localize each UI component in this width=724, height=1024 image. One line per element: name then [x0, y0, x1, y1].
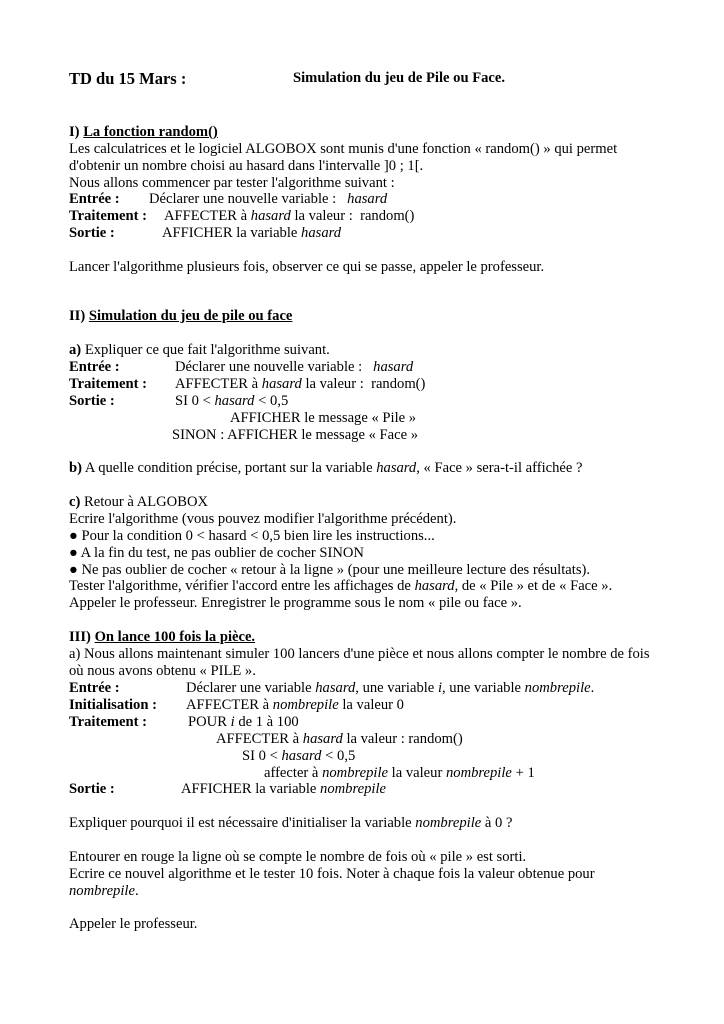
algo-label-sortie: Sortie : — [69, 393, 115, 409]
paragraph: Lancer l'algorithme plusieurs fois, observer ce qui se passe, appeler le professeur. — [69, 259, 545, 275]
question-text: Retour à ALGOBOX — [84, 494, 209, 510]
algo-text: SI 0 < — [175, 393, 211, 409]
question-label: b) — [69, 460, 82, 476]
variable-name: hasard — [214, 393, 255, 409]
variable-name: nombrepile — [415, 815, 482, 831]
algo-text: la valeur : — [305, 376, 364, 392]
algo-label-entree: Entrée : — [69, 191, 120, 207]
algo-line — [186, 697, 404, 714]
variable-name: nombrepile — [445, 765, 512, 781]
algo-label-initialisation: Initialisation : — [69, 697, 157, 713]
algo-text: affecter à — [264, 765, 319, 781]
algo-text: SI 0 < — [242, 748, 278, 764]
variable-name: i — [437, 680, 442, 696]
algo-line — [162, 225, 341, 242]
variable-name: nombrepile — [69, 883, 135, 899]
paragraph: Ecrire ce nouvel algorithme et le tester 10 fois. Noter à chaque fois la valeur obtenue pour — [69, 866, 595, 882]
algo-line — [164, 208, 414, 225]
algo-text: AFFECTER à — [164, 208, 248, 224]
section-title: La fonction random() — [83, 124, 218, 140]
algo-text: random() — [360, 208, 415, 224]
question-text: , « Face » sera-t-il affichée ? — [416, 460, 583, 476]
algo-line — [264, 765, 535, 782]
paragraph: Les calculatrices et le logiciel ALGOBOX sont munis d'une fonction « random() » qui permet — [69, 141, 618, 157]
paragraph-text: Expliquer pourquoi il est nécessaire d'initialiser la variable — [69, 815, 412, 831]
algo-text: + 1 — [515, 765, 535, 781]
algo-line — [181, 781, 386, 798]
algo-text: la valeur : random() — [346, 731, 463, 747]
question-b — [69, 460, 583, 477]
variable-name: hasard — [301, 225, 342, 241]
algo-line: AFFICHER le message « Pile » — [230, 410, 417, 426]
algo-line — [175, 359, 413, 376]
algo-label-sortie: Sortie : — [69, 781, 115, 797]
algo-text: AFFECTER à — [186, 697, 270, 713]
bullet-item: ● Ne pas oublier de cocher « retour à la ligne » (pour une meilleure lecture des résultats). — [69, 562, 591, 578]
algo-line: SINON : AFFICHER le message « Face » — [172, 427, 419, 443]
bullet-item: ● Pour la condition 0 < hasard < 0,5 bien lire les instructions... — [69, 528, 435, 544]
variable-name: hasard — [315, 680, 356, 696]
question-text: A quelle condition précise, portant sur la variable — [84, 460, 373, 476]
paragraph: Entourer en rouge la ligne où se compte le nombre de fois où « pile » est sorti. — [69, 849, 527, 865]
question-label: a) — [69, 342, 82, 358]
algo-text: AFFECTER à — [175, 376, 259, 392]
section-title: Simulation du jeu de pile ou face — [88, 308, 293, 324]
question-c — [69, 494, 208, 511]
algo-text: AFFECTER à — [216, 731, 300, 747]
algo-label-traitement: Traitement : — [69, 208, 147, 224]
algo-text: de 1 à 100 — [238, 714, 299, 730]
algo-label-entree: Entrée : — [69, 359, 120, 375]
paragraph: a) Nous allons maintenant simuler 100 lancers d'une pièce et nous allons compter le nombre de fois — [69, 646, 650, 662]
variable-name: nombrepile — [320, 781, 386, 797]
variable-name: nombrepile — [272, 697, 339, 713]
variable-name: hasard — [302, 731, 343, 747]
algo-text: POUR — [188, 714, 227, 730]
variable-name: nombrepile — [322, 765, 388, 781]
algo-text: la valeur — [391, 765, 443, 781]
variable-name: i — [230, 714, 235, 730]
variable-name: hasard — [373, 359, 414, 375]
algo-text: Déclarer une nouvelle variable : — [149, 191, 337, 207]
algo-text: Déclarer une nouvelle variable : — [175, 359, 363, 375]
algo-text: , une variable — [355, 680, 435, 696]
page-title: Simulation du jeu de Pile ou Face. — [293, 70, 506, 86]
algo-line — [188, 714, 299, 731]
question-text: Expliquer ce que fait l'algorithme suivant. — [84, 342, 330, 358]
paragraph: Ecrire l'algorithme (vous pouvez modifier l'algorithme précédent). — [69, 511, 457, 527]
algo-text: , une variable — [442, 680, 522, 696]
algo-text: Déclarer une variable — [186, 680, 312, 696]
paragraph — [69, 883, 139, 900]
bullet-item: ● A la fin du test, ne pas oublier de cocher SINON — [69, 545, 364, 561]
paragraph: Appeler le professeur. Enregistrer le programme sous le nom « pile ou face ». — [69, 595, 522, 611]
algo-line — [175, 393, 288, 410]
algo-label-entree: Entrée : — [69, 680, 120, 696]
variable-name: hasard — [347, 191, 388, 207]
paragraph: Nous allons commencer par tester l'algorithme suivant : — [69, 175, 395, 191]
algo-line: Déclarer une variable hasard, une variable i, une variable nombrepile. — [186, 680, 595, 696]
algo-line — [175, 376, 425, 393]
paragraph: Appeler le professeur. — [69, 916, 198, 932]
algo-text: AFFICHER la variable — [181, 781, 317, 797]
paragraph — [69, 578, 612, 595]
variable-name: hasard — [250, 208, 291, 224]
variable-name: hasard — [281, 748, 322, 764]
page-title-left: TD du 15 Mars : — [69, 69, 187, 88]
paragraph-text: , de « Pile » et de « Face ». — [454, 578, 613, 594]
variable-name: hasard — [261, 376, 302, 392]
paragraph-text: . — [134, 883, 139, 899]
variable-name: hasard — [376, 460, 417, 476]
algo-line — [216, 731, 463, 748]
section-number: III) — [69, 629, 91, 645]
paragraph — [69, 815, 512, 832]
question-a — [69, 342, 330, 359]
algo-line — [242, 748, 355, 765]
paragraph-text: à 0 ? — [484, 815, 513, 831]
algo-label-traitement: Traitement : — [69, 376, 147, 392]
section-2-heading — [69, 308, 292, 325]
algo-text: la valeur 0 — [342, 697, 404, 713]
paragraph: où nous avons obtenu « PILE ». — [69, 663, 256, 679]
section-number: II) — [69, 308, 86, 324]
question-label: c) — [69, 494, 81, 510]
paragraph: d'obtenir un nombre choisi au hasard dans l'intervalle ]0 ; 1[. — [69, 158, 424, 174]
variable-name: hasard — [414, 578, 455, 594]
section-title: On lance 100 fois la pièce. — [94, 629, 256, 645]
section-1-heading — [69, 124, 218, 141]
algo-text: la valeur : — [294, 208, 353, 224]
algo-line — [149, 191, 387, 208]
algo-text: < 0,5 — [325, 748, 356, 764]
algo-label-sortie: Sortie : — [69, 225, 115, 241]
paragraph-text: Tester l'algorithme, vérifier l'accord entre les affichages de — [69, 578, 411, 594]
algo-text: AFFICHER la variable — [162, 225, 298, 241]
section-number: I) — [69, 124, 80, 140]
algo-text: < 0,5 — [258, 393, 289, 409]
variable-name: nombrepile — [524, 680, 591, 696]
section-3-heading — [69, 629, 255, 646]
algo-text: random() — [371, 376, 426, 392]
algo-label-traitement: Traitement : — [69, 714, 147, 730]
